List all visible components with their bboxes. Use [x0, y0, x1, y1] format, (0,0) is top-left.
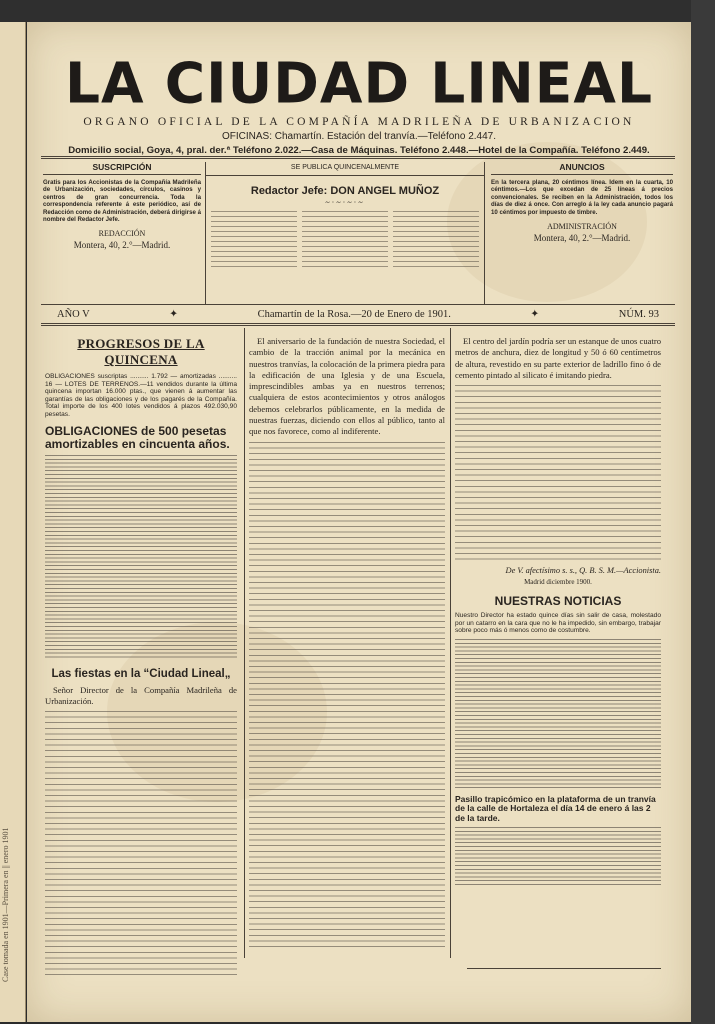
scan-right-edge — [691, 0, 715, 1024]
administracion-label: ADMINISTRACIÓN — [547, 222, 617, 232]
fiestas-heading: Las fiestas en la “Ciudad Lineal„ — [51, 667, 231, 680]
masthead-rule — [41, 156, 675, 159]
newspaper-title: LA CIUDAD LINEAL — [65, 50, 653, 116]
newspaper-subtitle: ORGANO OFICIAL DE LA COMPAÑÍA MADRILEÑA DE URBANIZACION — [83, 116, 635, 128]
redaccion-address: Montera, 40, 2.°—Madrid. — [73, 240, 171, 251]
place-date: Chamartín de la Rosa.—20 de Enero de 1901. — [257, 308, 451, 320]
mini-column — [302, 211, 388, 271]
column-separator — [244, 328, 245, 958]
volume-year: AÑO V — [57, 308, 90, 320]
article-opening: El aniversario de la fundación de nuestra Sociedad, el cambio de la tracción animal por la mecánica en nuestros tranvías, la colocación de la primera piedra para la edificación de una Iglesia y de una Escuela, imprescindibles ambas ya en nuestros terrenos; cualquiera de estos acontecimientos y otros análogos debemos celebrarlos públicamente, en la medida de nuestras fuerzas, diciendo con ellos al público, tanto al que nos favorece, como al indiferente. — [249, 336, 445, 437]
offices-line: OFICINAS: Chamartín. Estación del tranvía.—Teléfono 2.447. — [221, 131, 497, 142]
anuncios-text: En la tercera plana, 20 céntimos línea. Idem en la cuarta, 10 céntimos.—Los que excedan de 25 líneas á precios convencionales. Se reciben en la Administración, todos los días de diez á once. Con arreglo á la ley cada anuncio pagará 10 céntimos por impuesto de timbre. — [491, 179, 673, 216]
dateline-rule — [41, 323, 675, 326]
suscripcion-title: SUSCRIPCIÓN — [43, 162, 201, 175]
article-text — [249, 442, 445, 948]
ornament-left: ✦ — [169, 309, 179, 320]
editor-in-chief: Redactor Jefe: DON ANGEL MUÑOZ — [250, 185, 440, 197]
previous-page-edge — [0, 22, 26, 1022]
mini-column — [393, 211, 479, 271]
column-1 — [45, 336, 237, 976]
anuncios-box — [491, 162, 673, 304]
progress-heading: PROGRESOS DE LA QUINCENA — [77, 336, 205, 367]
ornament: ~·~·~·~ — [325, 198, 365, 207]
column-separator — [450, 328, 451, 958]
letter-signature: De V. afectísimo s. s., Q. B. S. M.—Accionista. — [505, 566, 661, 576]
letter-date: Madrid diciembre 1900. — [524, 578, 592, 587]
news-intro: Nuestro Director ha estado quince días sin salir de casa, molestado por un catarro en la cara que no le ha impedido, sin embargo, trabajar sobre poco más ó menos como de costumbre. — [455, 612, 661, 635]
publication-frequency: SE PUBLICA QUINCENALMENTE — [206, 162, 484, 176]
column-3 — [455, 336, 661, 885]
bottom-rule — [467, 968, 661, 969]
obligations-text — [45, 455, 237, 660]
redaccion-label: REDACCIÓN — [98, 229, 146, 239]
column-2 — [249, 336, 445, 948]
progress-stats: OBLIGACIONES suscriptas .......... 1.792 — amortizadas .......... 16 — LOTES DE TERRENOS.—11 vendidos durante la última quincena importan 16.000 ptas., que vienen á aumentar las garantías de las obligaciones y de los pagarés de la Compañía. Total importe de los 400 lotes vendidos á plazos 492.030,90 pesetas. — [45, 373, 237, 418]
garden-text — [455, 385, 661, 563]
pasillo-text — [455, 827, 661, 885]
mini-column — [211, 211, 297, 271]
obligations-heading: OBLIGACIONES de 500 pesetas amortizables en cincuenta años. — [45, 423, 230, 451]
address-line: Domicilio social, Goya, 4, pral. der.ª Teléfono 2.022.—Casa de Máquinas. Teléfono 2.448.—Hotel de la Compañía. Teléfono 2.449. — [68, 145, 650, 156]
news-text — [455, 639, 661, 789]
anuncios-title: ANUNCIOS — [491, 162, 673, 175]
fiestas-text — [45, 711, 237, 976]
newspaper-page — [27, 22, 691, 1022]
scan-top-edge — [0, 0, 715, 22]
pasillo-heading: Pasillo trapicómico en la plataforma de un tranvía de la calle de Hortaleza el día 14 de enero á las 2 de la tarde. — [455, 793, 656, 823]
spine-text: Case tomada en 1901—Primera en || enero 1901 — [1, 827, 10, 982]
suscripcion-text: Gratis para los Accionistas de la Compañía Madrileña de Urbanización, sociedades, círculos, casinos y centros de gran concurrencia. Toda la correspondencia referente á este periódico, así de Redacción como de Administración, deberá dirigirse á nombre del Redactor Jefe. — [43, 179, 201, 224]
suscripcion-box — [43, 162, 201, 304]
issue-number: NÚM. 93 — [618, 308, 659, 320]
rule — [41, 304, 675, 305]
masthead — [27, 52, 691, 156]
ornament-right: ✦ — [530, 309, 540, 320]
editor-box-columns — [206, 207, 484, 275]
garden-paragraph: El centro del jardín podría ser un estanque de unos cuatro metros de anchura, diez de longitud y 50 ó 60 centímetros de altura, revestido en su parte exterior de ladrillo fino ó de cemento pintado al silicato é imitando piedra. — [455, 336, 661, 380]
fiestas-intro: Señor Director de la Compañía Madrileña de Urbanización. — [45, 684, 237, 706]
news-heading: NUESTRAS NOTICIAS — [494, 594, 622, 609]
editor-box — [205, 162, 485, 304]
administracion-address: Montera, 40, 2.°—Madrid. — [533, 233, 631, 244]
dateline — [41, 306, 675, 322]
